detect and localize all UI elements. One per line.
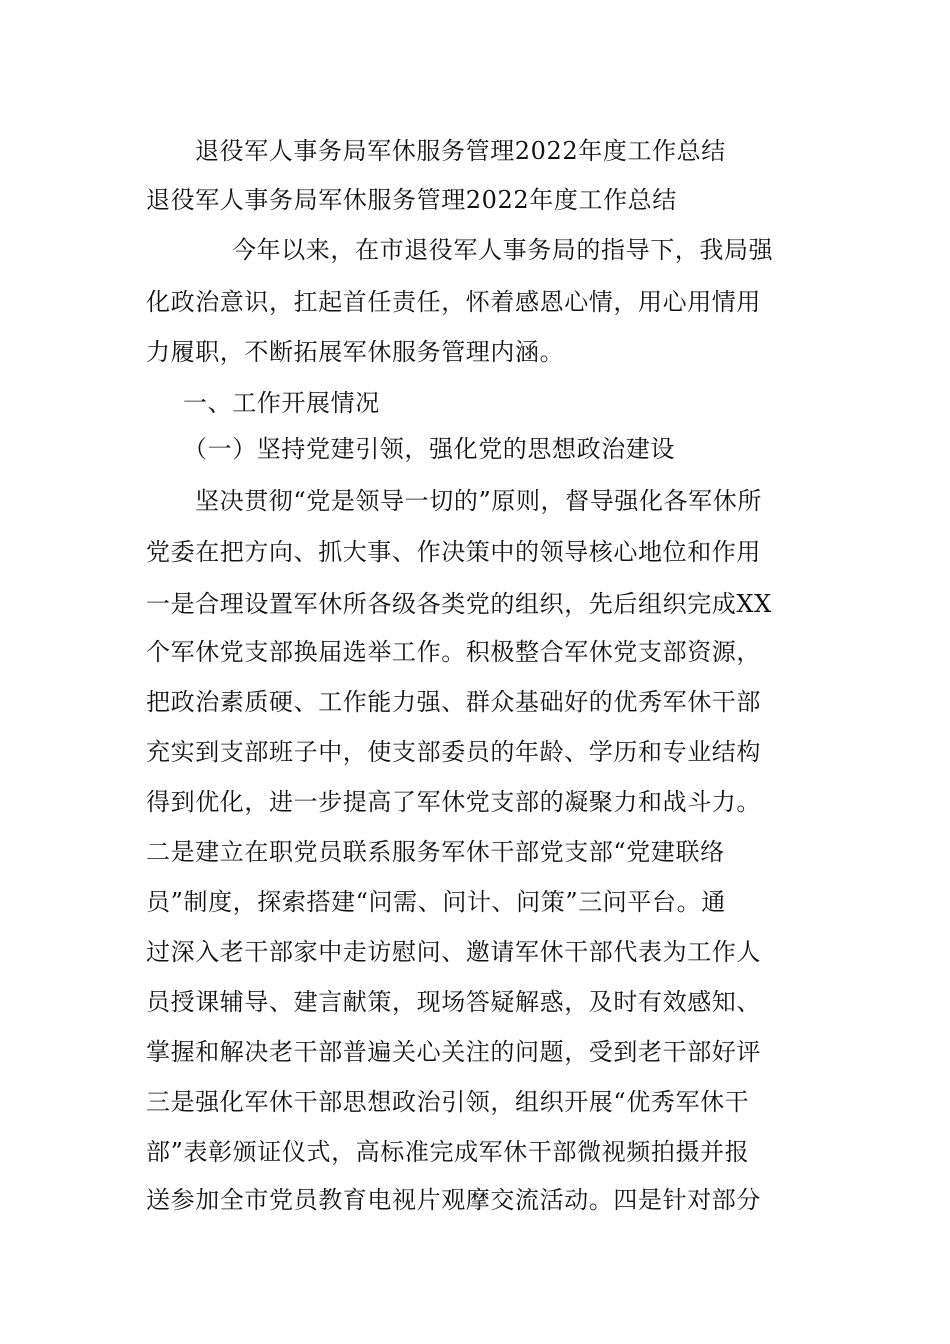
body-line: 掌握和解决老干部普遍关心关注的问题，受到老干部好评 xyxy=(146,1038,761,1066)
body-line: 员”制度，探索搭建“问需、问计、问策”三问平台。通 xyxy=(146,888,726,916)
body-line: 党委在把方向、抓大事、作决策中的领导核心地位和作用 xyxy=(146,538,761,566)
body-line: 一是合理设置军休所各级各类党的组织，先后组织完成XX xyxy=(146,590,772,618)
body-line: 充实到支部班子中，使支部委员的年龄、学历和专业结构 xyxy=(146,738,761,766)
body-line: 把政治素质硬、工作能力强、群众基础好的优秀军休干部 xyxy=(146,688,761,716)
body-line: 三是强化军休干部思想政治引领，组织开展“优秀军休干 xyxy=(146,1088,750,1116)
section-heading: 一、工作开展情况 xyxy=(183,389,380,417)
intro-line-2: 化政治意识，扛起首任责任，怀着感恩心情，用心用情用 xyxy=(146,288,761,316)
body-line: 送参加全市党员教育电视片观摩交流活动。四是针对部分 xyxy=(146,1186,761,1214)
body-line: 过深入老干部家中走访慰问、邀请军休干部代表为工作人 xyxy=(146,938,761,966)
body-line: 员授课辅导、建言献策，现场答疑解惑，及时有效感知、 xyxy=(146,988,761,1016)
body-line: 得到优化，进一步提高了军休党支部的凝聚力和战斗力。 xyxy=(146,788,761,816)
document-title-2: 退役军人事务局军休服务管理2022年度工作总结 xyxy=(146,186,677,214)
body-line: 部”表彰颁证仪式，高标准完成军休干部微视频拍摄并报 xyxy=(146,1138,750,1166)
document-title-1: 退役军人事务局军休服务管理2022年度工作总结 xyxy=(195,137,726,165)
body-line: 二是建立在职党员联系服务军休干部党支部“党建联络 xyxy=(146,838,725,866)
body-line: 个军休党支部换届选举工作。积极整合军休党支部资源， xyxy=(146,638,761,666)
body-line: 坚决贯彻“党是领导一切的”原则，督导强化各军休所 xyxy=(195,487,762,515)
intro-line-3: 力履职，不断拓展军休服务管理内涵。 xyxy=(146,338,565,366)
intro-line-1: 今年以来，在市退役军人事务局的指导下，我局强 xyxy=(232,236,774,264)
subsection-heading: （一）坚持党建引领，强化党的思想政治建设 xyxy=(183,435,675,463)
